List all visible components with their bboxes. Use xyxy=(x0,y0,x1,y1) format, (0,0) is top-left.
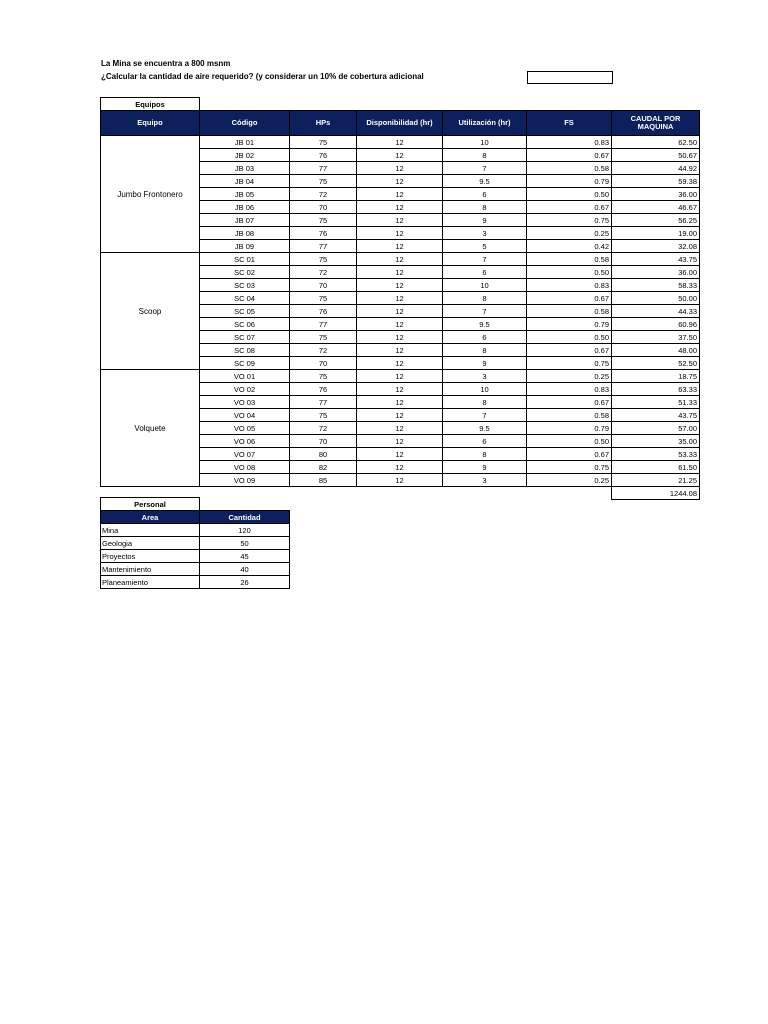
cell-codigo[interactable]: JB 09 xyxy=(200,240,290,253)
cell-codigo[interactable]: JB 06 xyxy=(200,201,290,214)
cell-utilizacion[interactable]: 10 xyxy=(443,383,527,396)
cell-hp[interactable]: 77 xyxy=(290,318,357,331)
cell-caudal[interactable]: 58.33 xyxy=(612,279,700,292)
cell-utilizacion[interactable]: 9 xyxy=(443,357,527,370)
cell-fs[interactable]: 0.75 xyxy=(527,214,612,227)
cell-hp[interactable]: 75 xyxy=(290,370,357,383)
cell-utilizacion[interactable]: 8 xyxy=(443,448,527,461)
cell-caudal[interactable]: 60.96 xyxy=(612,318,700,331)
cell-utilizacion[interactable]: 9 xyxy=(443,214,527,227)
equipment-table-caption: Equipos xyxy=(101,98,200,111)
cell-disponibilidad[interactable]: 12 xyxy=(357,318,443,331)
cell-disponibilidad[interactable]: 12 xyxy=(357,357,443,370)
cell-utilizacion[interactable]: 10 xyxy=(443,136,527,149)
cell-codigo[interactable]: VO 05 xyxy=(200,422,290,435)
cell-disponibilidad[interactable]: 12 xyxy=(357,461,443,474)
cell-codigo[interactable]: VO 02 xyxy=(200,383,290,396)
table-row xyxy=(101,550,290,563)
cell-caudal[interactable]: 52.50 xyxy=(612,357,700,370)
cell-utilizacion[interactable]: 9.5 xyxy=(443,318,527,331)
cell-codigo[interactable]: VO 04 xyxy=(200,409,290,422)
cell-hp[interactable]: 75 xyxy=(290,409,357,422)
col-header-caudal: CAUDAL POR MAQUINA xyxy=(612,111,700,136)
cell-hp[interactable]: 75 xyxy=(290,175,357,188)
cell-caudal[interactable]: 32.08 xyxy=(612,240,700,253)
cell-utilizacion[interactable]: 3 xyxy=(443,474,527,487)
cell-fs[interactable]: 0.58 xyxy=(527,162,612,175)
cell-caudal[interactable]: 53.33 xyxy=(612,448,700,461)
cell-fs[interactable]: 0.83 xyxy=(527,279,612,292)
col-header-cantidad: Cantidad xyxy=(200,511,290,524)
cell-disponibilidad[interactable]: 12 xyxy=(357,266,443,279)
cell-hp[interactable]: 75 xyxy=(290,253,357,266)
cell-cantidad[interactable]: 40 xyxy=(200,563,290,576)
cell-fs[interactable]: 0.67 xyxy=(527,201,612,214)
total-caudal-cell[interactable]: 1244.08 xyxy=(612,487,700,500)
cell-fs[interactable]: 0.25 xyxy=(527,227,612,240)
cell-caudal[interactable]: 36.00 xyxy=(612,266,700,279)
cell-disponibilidad[interactable]: 12 xyxy=(357,240,443,253)
cell-utilizacion[interactable]: 6 xyxy=(443,188,527,201)
problem-statement-line-1: La Mina se encuentra a 800 msnm xyxy=(101,59,231,68)
cell-caudal[interactable]: 48.00 xyxy=(612,344,700,357)
table-row xyxy=(101,524,290,537)
cell-cantidad[interactable]: 45 xyxy=(200,550,290,563)
cell-codigo[interactable]: JB 01 xyxy=(200,136,290,149)
cell-hp[interactable]: 77 xyxy=(290,396,357,409)
cell-codigo[interactable]: SC 02 xyxy=(200,266,290,279)
cell-fs[interactable]: 0.58 xyxy=(527,253,612,266)
cell-caudal[interactable]: 18.75 xyxy=(612,370,700,383)
cell-caudal[interactable]: 50.00 xyxy=(612,292,700,305)
cell-fs[interactable]: 0.75 xyxy=(527,461,612,474)
cell-utilizacion[interactable]: 3 xyxy=(443,370,527,383)
cell-codigo[interactable]: JB 05 xyxy=(200,188,290,201)
cell-caudal[interactable]: 43.75 xyxy=(612,253,700,266)
col-header-codigo: Código xyxy=(200,111,290,136)
cell-hp[interactable]: 77 xyxy=(290,162,357,175)
cell-disponibilidad[interactable]: 12 xyxy=(357,149,443,162)
cell-codigo[interactable]: SC 06 xyxy=(200,318,290,331)
cell-fs[interactable]: 0.83 xyxy=(527,136,612,149)
cell-disponibilidad[interactable]: 12 xyxy=(357,344,443,357)
cell-hp[interactable]: 75 xyxy=(290,214,357,227)
col-header-disponibilidad: Disponibilidad (hr) xyxy=(357,111,443,136)
cell-fs[interactable]: 0.67 xyxy=(527,149,612,162)
cell-utilizacion[interactable]: 7 xyxy=(443,162,527,175)
cell-utilizacion[interactable]: 8 xyxy=(443,396,527,409)
table-row xyxy=(101,563,290,576)
cell-fs[interactable]: 0.50 xyxy=(527,188,612,201)
cell-codigo[interactable]: VO 06 xyxy=(200,435,290,448)
cell-codigo[interactable]: SC 08 xyxy=(200,344,290,357)
cell-codigo[interactable]: VO 03 xyxy=(200,396,290,409)
cell-fs[interactable]: 0.67 xyxy=(527,396,612,409)
cell-utilizacion[interactable]: 3 xyxy=(443,227,527,240)
cell-disponibilidad[interactable]: 12 xyxy=(357,136,443,149)
cell-disponibilidad[interactable]: 12 xyxy=(357,162,443,175)
cell-disponibilidad[interactable]: 12 xyxy=(357,188,443,201)
table-row xyxy=(101,253,700,266)
cell-fs[interactable]: 0.50 xyxy=(527,331,612,344)
problem-statement-line-2: ¿Calcular la cantidad de aire requerido? (y considerar un 10% de cobertura adicional xyxy=(101,72,424,81)
cell-codigo[interactable]: SC 04 xyxy=(200,292,290,305)
cell-fs[interactable]: 0.67 xyxy=(527,344,612,357)
col-header-fs: FS xyxy=(527,111,612,136)
cell-area[interactable]: Geologia xyxy=(101,537,200,550)
cell-hp[interactable]: 70 xyxy=(290,201,357,214)
cell-hp[interactable]: 77 xyxy=(290,240,357,253)
cell-utilizacion[interactable]: 6 xyxy=(443,331,527,344)
cell-utilizacion[interactable]: 8 xyxy=(443,201,527,214)
cell-caudal[interactable]: 44.92 xyxy=(612,162,700,175)
cell-codigo[interactable]: VO 09 xyxy=(200,474,290,487)
cell-fs[interactable]: 0.79 xyxy=(527,318,612,331)
cell-codigo[interactable]: JB 04 xyxy=(200,175,290,188)
cell-codigo[interactable]: VO 08 xyxy=(200,461,290,474)
col-header-hps: HPs xyxy=(290,111,357,136)
cell-codigo[interactable]: VO 07 xyxy=(200,448,290,461)
cell-fs[interactable]: 0.75 xyxy=(527,357,612,370)
col-header-area: Area xyxy=(101,511,200,524)
cell-hp[interactable]: 75 xyxy=(290,292,357,305)
equipment-group-name[interactable]: Volquete xyxy=(101,370,200,487)
cell-caudal[interactable]: 51.33 xyxy=(612,396,700,409)
cell-fs[interactable]: 0.50 xyxy=(527,266,612,279)
cell-fs[interactable]: 0.25 xyxy=(527,370,612,383)
cell-disponibilidad[interactable]: 12 xyxy=(357,448,443,461)
cell-hp[interactable]: 76 xyxy=(290,227,357,240)
cell-hp[interactable]: 72 xyxy=(290,344,357,357)
cell-hp[interactable]: 70 xyxy=(290,279,357,292)
cell-fs[interactable]: 0.50 xyxy=(527,435,612,448)
cell-caudal[interactable]: 36.00 xyxy=(612,188,700,201)
cell-caudal[interactable]: 59.38 xyxy=(612,175,700,188)
cell-codigo[interactable]: SC 07 xyxy=(200,331,290,344)
cell-codigo[interactable]: JB 07 xyxy=(200,214,290,227)
cell-caudal[interactable]: 44.33 xyxy=(612,305,700,318)
answer-cell[interactable] xyxy=(527,71,613,84)
cell-fs[interactable]: 0.25 xyxy=(527,474,612,487)
cell-codigo[interactable]: JB 08 xyxy=(200,227,290,240)
cell-disponibilidad[interactable]: 12 xyxy=(357,305,443,318)
cell-caudal[interactable]: 37.50 xyxy=(612,331,700,344)
cell-hp[interactable]: 70 xyxy=(290,357,357,370)
table-row xyxy=(101,136,700,149)
cell-hp[interactable]: 72 xyxy=(290,188,357,201)
cell-caudal[interactable]: 63.33 xyxy=(612,383,700,396)
cell-disponibilidad[interactable]: 12 xyxy=(357,292,443,305)
cell-utilizacion[interactable]: 7 xyxy=(443,253,527,266)
cell-hp[interactable]: 76 xyxy=(290,305,357,318)
equipment-group-name[interactable]: Scoop xyxy=(101,253,200,370)
cell-hp[interactable]: 70 xyxy=(290,435,357,448)
cell-hp[interactable]: 85 xyxy=(290,474,357,487)
cell-caudal[interactable]: 21.25 xyxy=(612,474,700,487)
cell-disponibilidad[interactable]: 12 xyxy=(357,435,443,448)
cell-utilizacion[interactable]: 6 xyxy=(443,266,527,279)
col-header-equipo: Equipo xyxy=(101,111,200,136)
cell-disponibilidad[interactable]: 12 xyxy=(357,253,443,266)
cell-hp[interactable]: 75 xyxy=(290,136,357,149)
cell-utilizacion[interactable]: 8 xyxy=(443,292,527,305)
cell-codigo[interactable]: SC 03 xyxy=(200,279,290,292)
cell-caudal[interactable]: 56.25 xyxy=(612,214,700,227)
cell-caudal[interactable]: 57.00 xyxy=(612,422,700,435)
cell-hp[interactable]: 72 xyxy=(290,266,357,279)
cell-fs[interactable]: 0.42 xyxy=(527,240,612,253)
cell-disponibilidad[interactable]: 12 xyxy=(357,474,443,487)
cell-disponibilidad[interactable]: 12 xyxy=(357,370,443,383)
cell-hp[interactable]: 76 xyxy=(290,383,357,396)
cell-cantidad[interactable]: 50 xyxy=(200,537,290,550)
cell-utilizacion[interactable]: 9.5 xyxy=(443,422,527,435)
cell-hp[interactable]: 75 xyxy=(290,331,357,344)
col-header-utilizacion: Utilización (hr) xyxy=(443,111,527,136)
cell-disponibilidad[interactable]: 12 xyxy=(357,396,443,409)
equipment-group-name[interactable]: Jumbo Frontonero xyxy=(101,136,200,253)
cell-disponibilidad[interactable]: 12 xyxy=(357,175,443,188)
cell-fs[interactable]: 0.83 xyxy=(527,383,612,396)
cell-disponibilidad[interactable]: 12 xyxy=(357,383,443,396)
cell-caudal[interactable]: 35.00 xyxy=(612,435,700,448)
cell-codigo[interactable]: SC 05 xyxy=(200,305,290,318)
personnel-table-caption: Personal xyxy=(101,498,200,511)
cell-area[interactable]: Mantenimiento xyxy=(101,563,200,576)
cell-codigo[interactable]: SC 09 xyxy=(200,357,290,370)
cell-codigo[interactable]: JB 02 xyxy=(200,149,290,162)
cell-utilizacion[interactable]: 7 xyxy=(443,305,527,318)
cell-utilizacion[interactable]: 8 xyxy=(443,149,527,162)
cell-disponibilidad[interactable]: 12 xyxy=(357,201,443,214)
cell-disponibilidad[interactable]: 12 xyxy=(357,331,443,344)
cell-caudal[interactable]: 46.67 xyxy=(612,201,700,214)
cell-hp[interactable]: 76 xyxy=(290,149,357,162)
cell-caudal[interactable]: 50.67 xyxy=(612,149,700,162)
personnel-table xyxy=(100,497,290,589)
cell-utilizacion[interactable]: 7 xyxy=(443,409,527,422)
cell-caudal[interactable]: 19.00 xyxy=(612,227,700,240)
cell-fs[interactable]: 0.58 xyxy=(527,305,612,318)
cell-caudal[interactable]: 62.50 xyxy=(612,136,700,149)
cell-area[interactable]: Mina xyxy=(101,524,200,537)
cell-cantidad[interactable]: 26 xyxy=(200,576,290,589)
cell-cantidad[interactable]: 120 xyxy=(200,524,290,537)
cell-caudal[interactable]: 61.50 xyxy=(612,461,700,474)
cell-codigo[interactable]: VO 01 xyxy=(200,370,290,383)
cell-hp[interactable]: 82 xyxy=(290,461,357,474)
table-row xyxy=(101,537,290,550)
cell-utilizacion[interactable]: 6 xyxy=(443,435,527,448)
table-row xyxy=(101,576,290,589)
cell-disponibilidad[interactable]: 12 xyxy=(357,214,443,227)
cell-hp[interactable]: 72 xyxy=(290,422,357,435)
cell-utilizacion[interactable]: 8 xyxy=(443,344,527,357)
cell-fs[interactable]: 0.58 xyxy=(527,409,612,422)
cell-area[interactable]: Planeamiento xyxy=(101,576,200,589)
cell-caudal[interactable]: 43.75 xyxy=(612,409,700,422)
cell-disponibilidad[interactable]: 12 xyxy=(357,409,443,422)
cell-disponibilidad[interactable]: 12 xyxy=(357,279,443,292)
cell-fs[interactable]: 0.79 xyxy=(527,175,612,188)
cell-disponibilidad[interactable]: 12 xyxy=(357,422,443,435)
cell-utilizacion[interactable]: 9 xyxy=(443,461,527,474)
cell-utilizacion[interactable]: 9.5 xyxy=(443,175,527,188)
cell-area[interactable]: Proyectos xyxy=(101,550,200,563)
cell-fs[interactable]: 0.79 xyxy=(527,422,612,435)
cell-fs[interactable]: 0.67 xyxy=(527,292,612,305)
cell-hp[interactable]: 80 xyxy=(290,448,357,461)
cell-codigo[interactable]: SC 01 xyxy=(200,253,290,266)
cell-utilizacion[interactable]: 10 xyxy=(443,279,527,292)
equipment-table xyxy=(100,97,700,500)
cell-utilizacion[interactable]: 5 xyxy=(443,240,527,253)
cell-disponibilidad[interactable]: 12 xyxy=(357,227,443,240)
cell-fs[interactable]: 0.67 xyxy=(527,448,612,461)
cell-codigo[interactable]: JB 03 xyxy=(200,162,290,175)
table-row xyxy=(101,370,700,383)
